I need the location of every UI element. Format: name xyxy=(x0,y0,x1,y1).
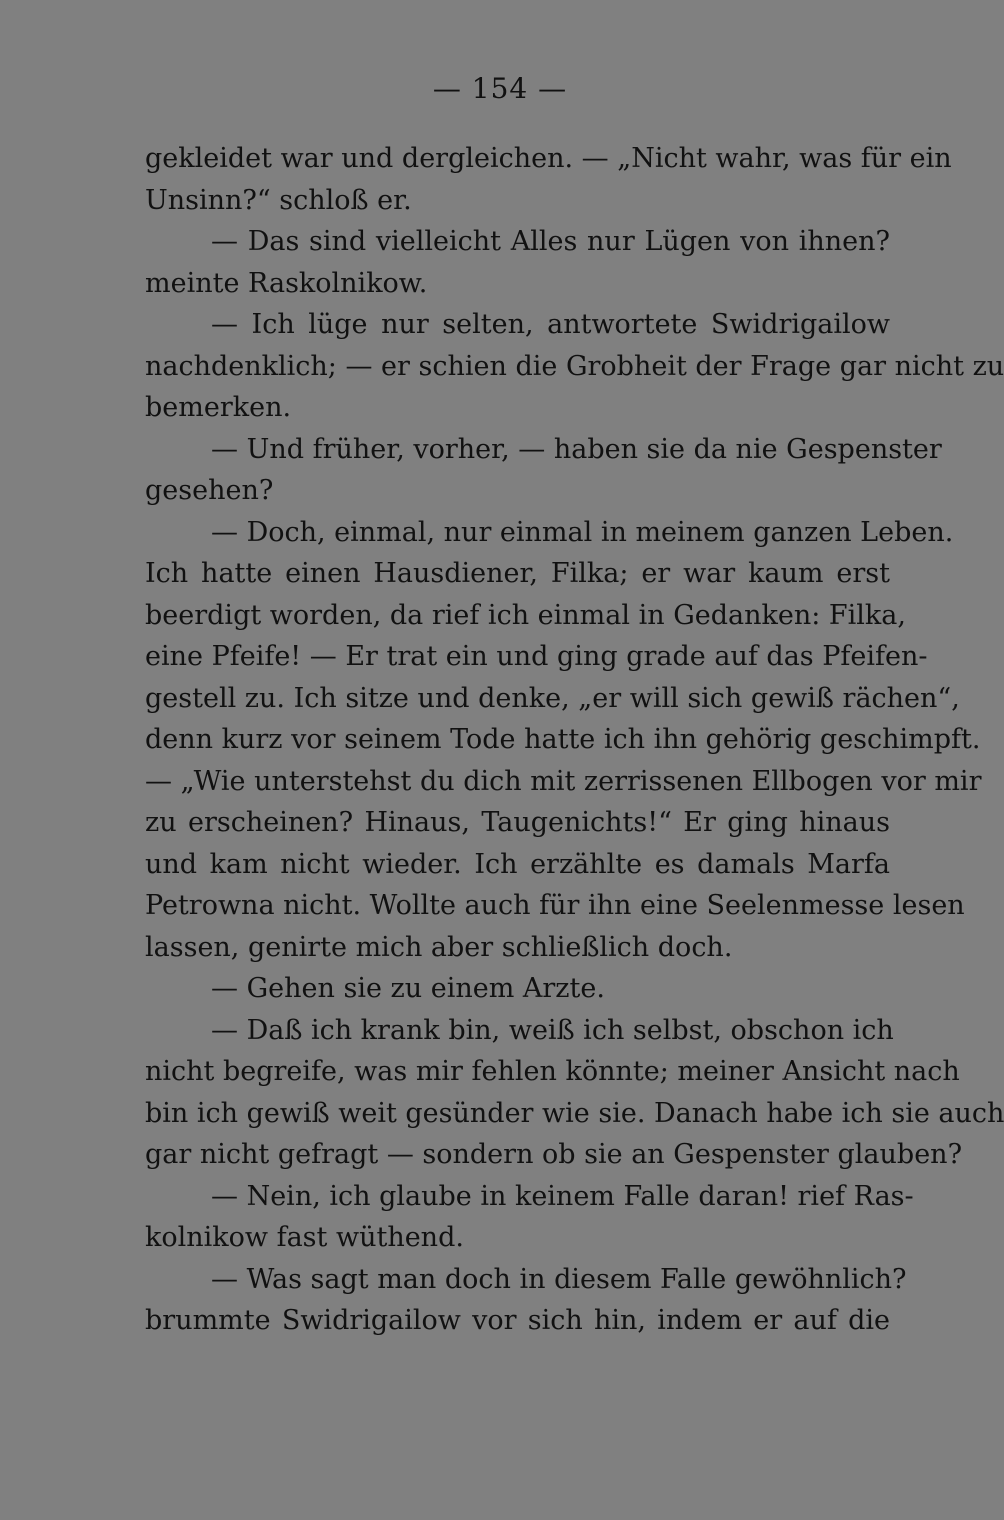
text-line: zu erscheinen? Hinaus, Taugenichts!“ Er ging hinaus xyxy=(145,807,890,838)
text-line: gar nicht gefragt — sondern ob sie an Gespenster glauben? xyxy=(145,1139,963,1170)
text-line: Petrowna nicht. Wollte auch für ihn eine Seelenmesse lesen xyxy=(145,890,965,921)
text-line: Ich hatte einen Hausdiener, Filka; er war kaum erst xyxy=(145,558,890,589)
text-line: — Daß ich krank bin, weiß ich selbst, obschon ich xyxy=(211,1014,894,1046)
text-line: — Doch, einmal, nur einmal in meinem ganzen Leben. xyxy=(211,516,954,548)
text-line: — Nein, ich glaube in keinem Falle daran! rief Ras- xyxy=(211,1180,914,1212)
text-line: — Und früher, vorher, — haben sie da nie Gespenster xyxy=(211,433,942,465)
text-line: eine Pfeife! — Er trat ein und ging grade auf das Pfeifen- xyxy=(145,641,928,672)
text-line: nicht begreife, was mir fehlen könnte; meiner Ansicht nach xyxy=(145,1056,960,1087)
text-line: — Was sagt man doch in diesem Falle gewöhnlich? xyxy=(211,1263,907,1295)
text-line: — „Wie unterstehst du dich mit zerrissenen Ellbogen vor mir xyxy=(145,765,982,797)
text-line: bemerken. xyxy=(145,392,292,423)
text-line: nachdenklich; — er schien die Grobheit der Frage gar nicht zu xyxy=(145,350,1004,382)
text-line: meinte Raskolnikow. xyxy=(145,267,428,299)
text-line: denn kurz vor seinem Tode hatte ich ihn gehörig geschimpft. xyxy=(145,724,981,755)
text-line: kolnikow fast wüthend. xyxy=(145,1222,464,1253)
page-text xyxy=(145,138,1004,1342)
text-line: — Ich lüge nur selten, antwortete Swidrigailow xyxy=(211,309,890,340)
text-line: gekleidet war und dergleichen. — „Nicht wahr, was für ein xyxy=(145,143,952,174)
text-line: und kam nicht wieder. Ich erzählte es damals Marfa xyxy=(145,848,890,880)
text-line: Unsinn?“ schloß er. xyxy=(145,184,412,216)
text-line: lassen, genirte mich aber schließlich doch. xyxy=(145,931,733,963)
text-line: brummte Swidrigailow vor sich hin, indem er auf die xyxy=(145,1305,890,1336)
text-line: — Gehen sie zu einem Arzte. xyxy=(211,973,605,1004)
text-line: bin ich gewiß weit gesünder wie sie. Danach habe ich sie auch xyxy=(145,1097,1004,1129)
text-line: gesehen? xyxy=(145,475,274,506)
text-line: beerdigt worden, da rief ich einmal in Gedanken: Filka, xyxy=(145,599,906,631)
text-line: gestell zu. Ich sitze und denke, „er will sich gewiß rächen“, xyxy=(145,682,960,714)
text-line: — Das sind vielleicht Alles nur Lügen von ihnen? xyxy=(211,226,890,257)
page-number: — 154 — xyxy=(432,72,568,105)
